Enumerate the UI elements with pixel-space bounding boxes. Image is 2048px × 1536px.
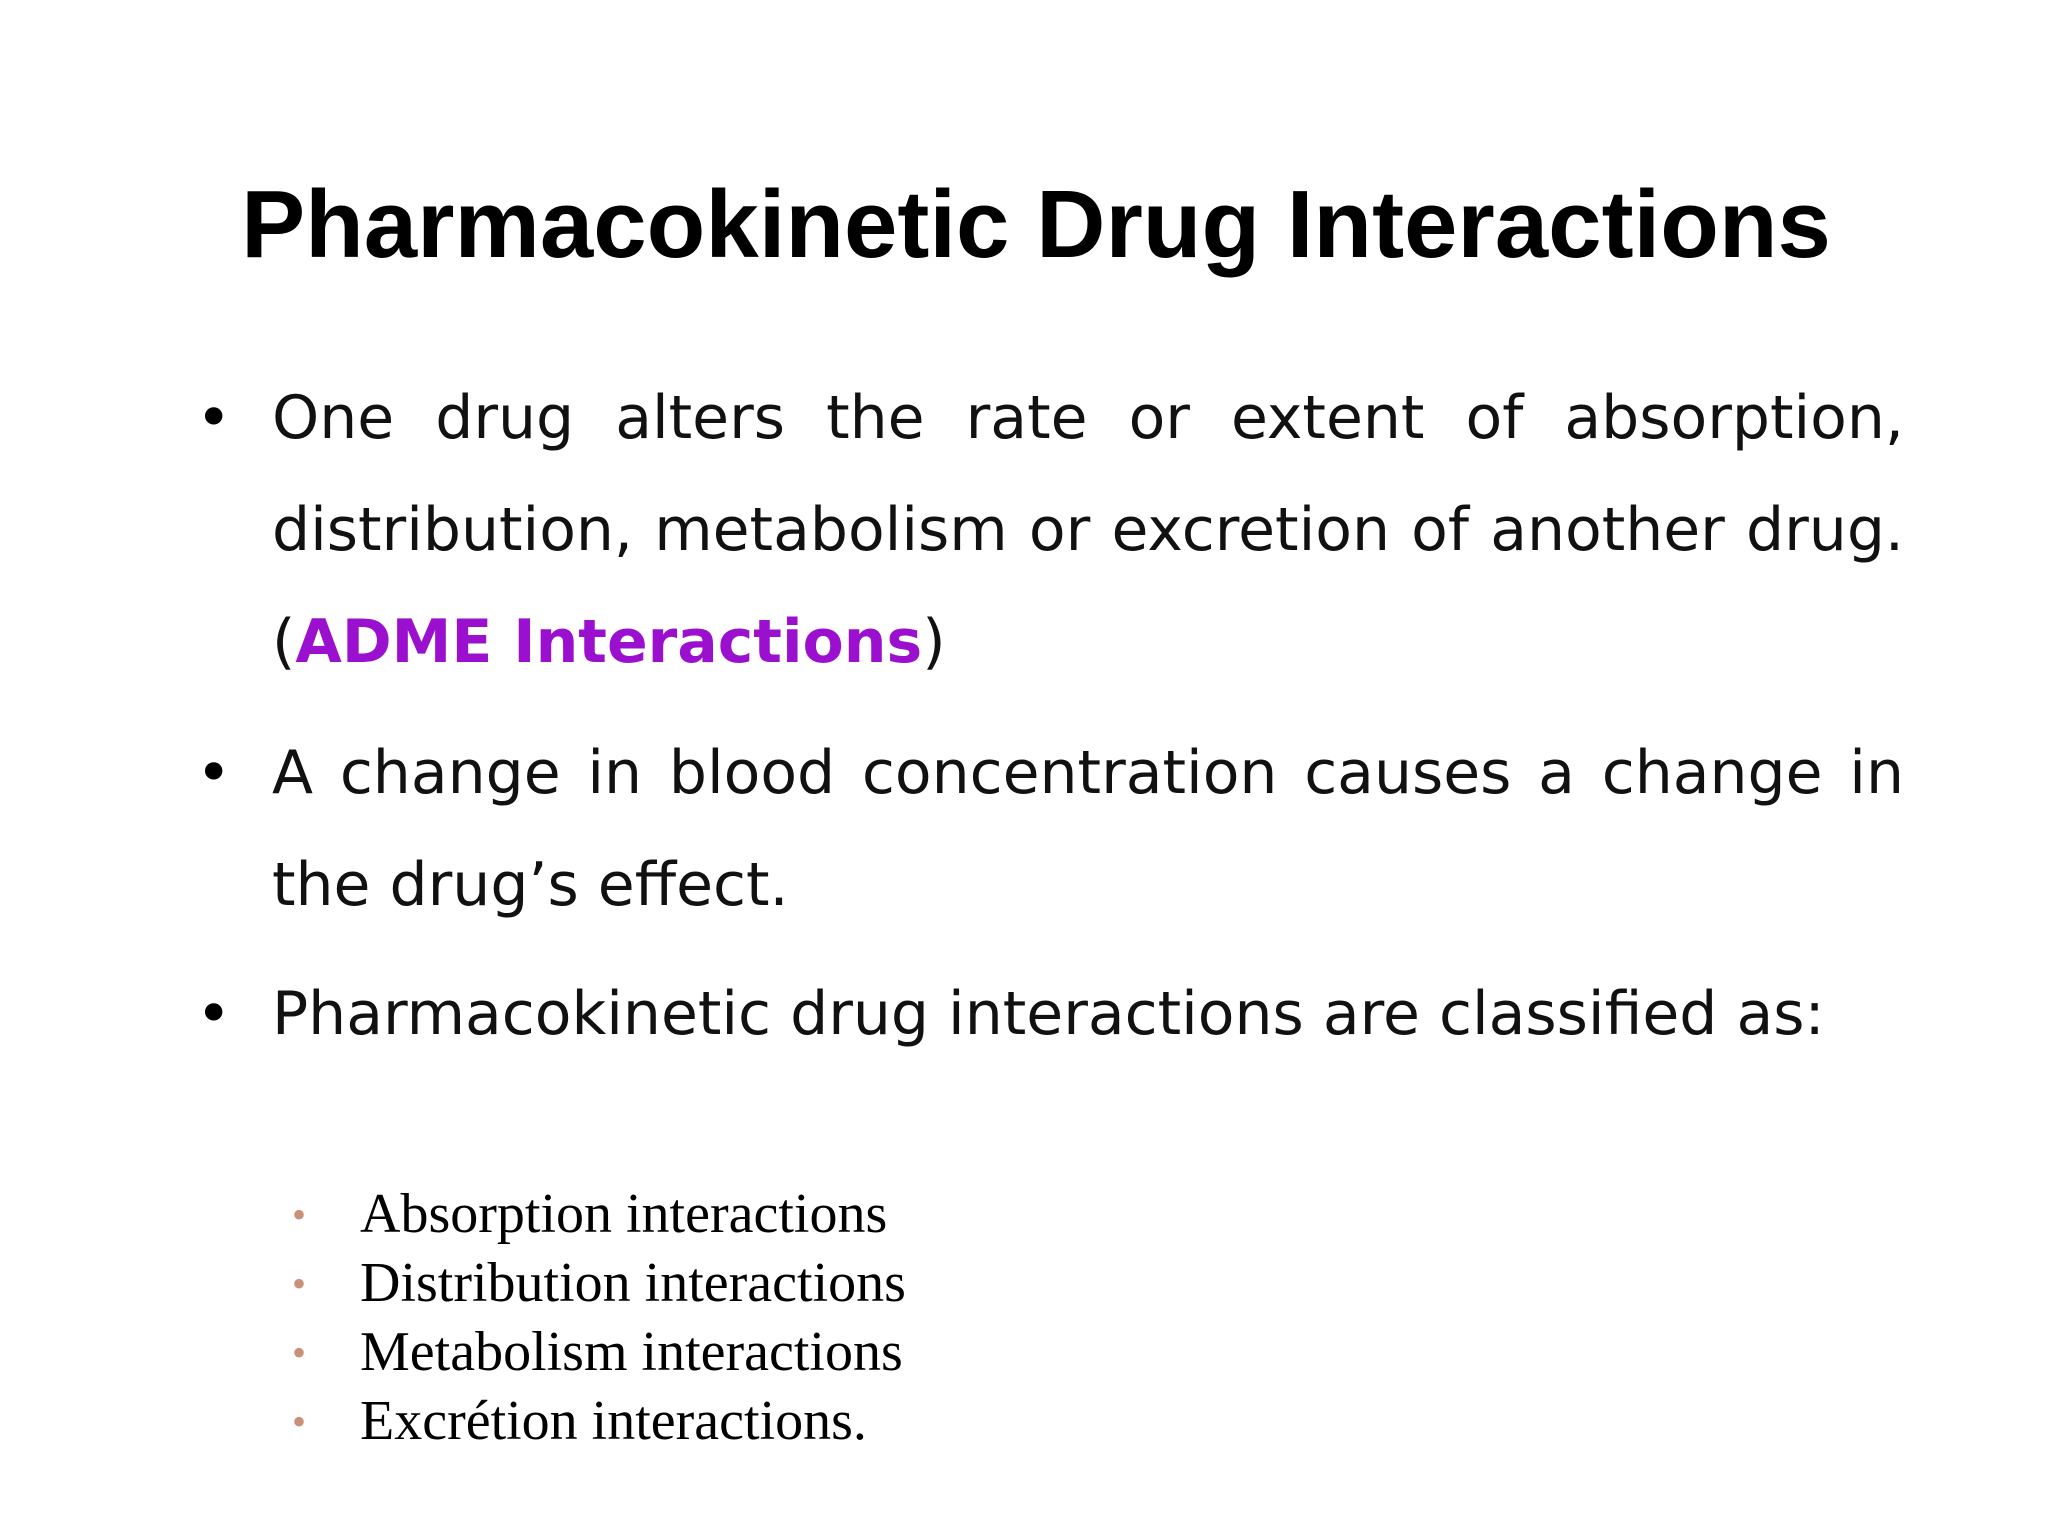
bullet-item-adme [196,362,1904,698]
sub-bullet-item [292,1180,906,1249]
bullet-dot-icon: • [196,979,232,1049]
bullet-dot-icon: • [196,738,232,808]
sub-bullet-dot-icon: • [292,1261,307,1306]
bullet-item-classification [196,958,1904,1070]
bullet-dot-icon: • [196,383,232,453]
sub-bullet-text: Metabolism interactions [360,1321,903,1383]
sub-bullet-item [292,1387,906,1456]
bullet-text: Pharmacokinetic drug interactions are classified as: [272,979,1825,1049]
sub-bullet-dot-icon: • [292,1192,307,1237]
sub-bullet-text: Absorption interactions [360,1183,888,1245]
sub-bullet-dot-icon: • [292,1330,307,1375]
slide-title: Pharmacokinetic Drug Interactions [241,171,1831,278]
bullet-text: One drug alters the rate or extent of absorption, distribution, metabolism or excretion of another drug. ( [272,383,1904,677]
sub-bullet-list [292,1180,906,1456]
sub-bullet-dot-icon: • [292,1399,307,1444]
adme-highlight: ADME Interactions [295,607,923,677]
sub-bullet-item [292,1318,906,1387]
bullet-item-blood-concentration [196,717,1904,941]
bullet-text: A change in blood concentration causes a change in the drug’s effect. [272,738,1904,920]
sub-bullet-item [292,1249,906,1318]
sub-bullet-text: Excrétion interactions. [360,1390,867,1452]
bullet-text-closing: ) [922,607,946,677]
sub-bullet-text: Distribution interactions [360,1252,906,1314]
